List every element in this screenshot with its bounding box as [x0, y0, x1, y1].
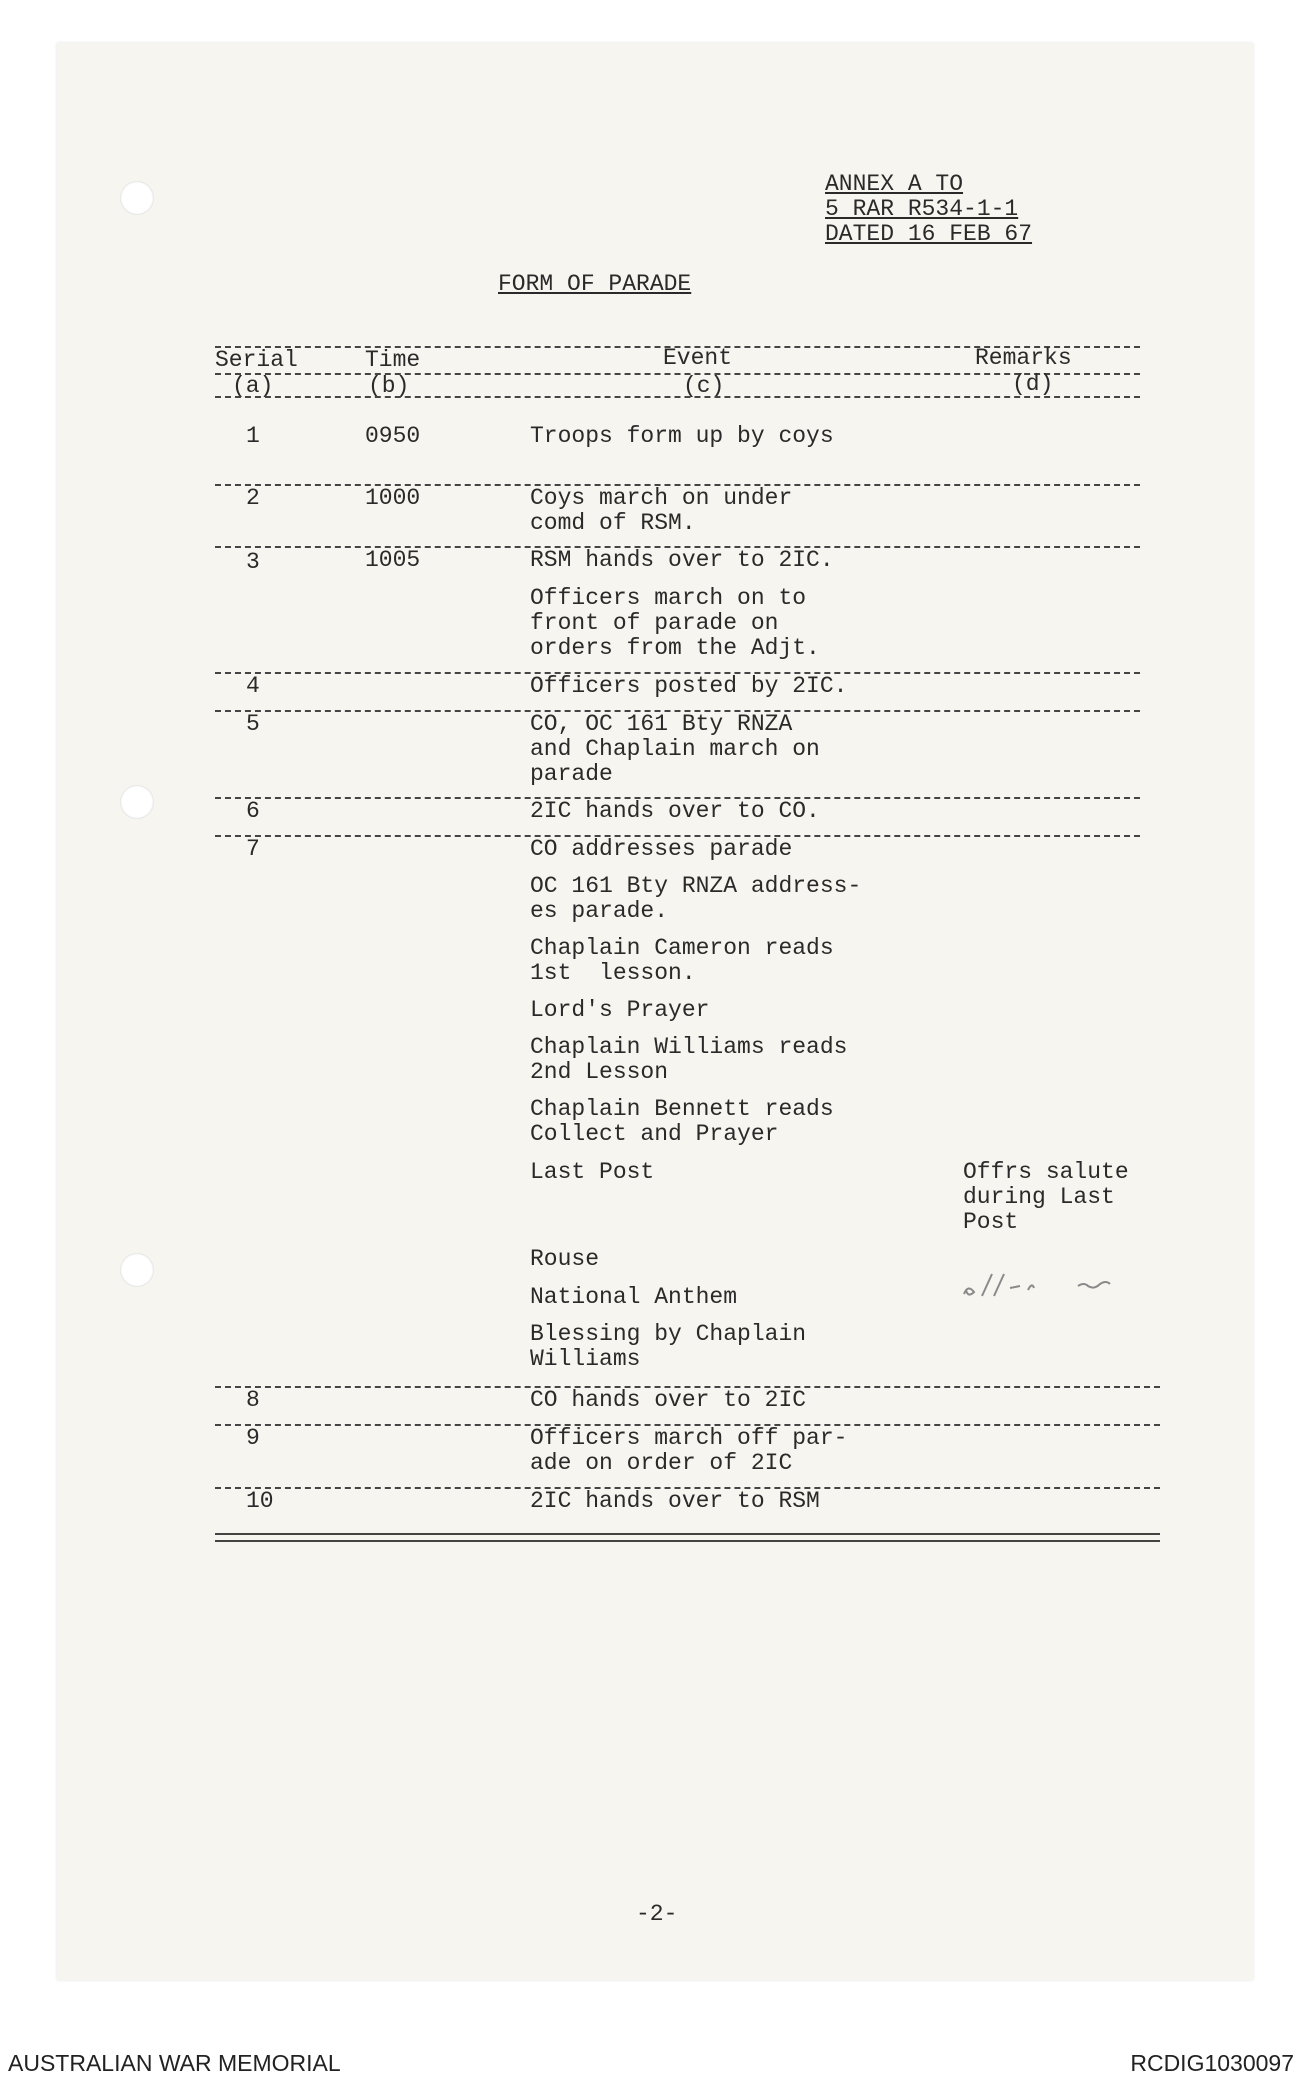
row-4-event: Officers posted by 2IC. — [530, 673, 848, 699]
handwritten-scribble — [958, 1268, 1158, 1310]
header-serial-sub: (a) — [232, 373, 274, 399]
footer-archive-name: AUSTRALIAN WAR MEMORIAL — [8, 2050, 341, 2076]
row-7-event-7: Last Post — [530, 1159, 655, 1185]
document-title: FORM OF PARADE — [498, 271, 692, 297]
row-2-event: Coys march on under comd of RSM. — [530, 485, 793, 536]
row-7-event-1: CO addresses parade — [530, 836, 793, 862]
row-7-event-9: National Anthem — [530, 1284, 738, 1310]
row-10-event: 2IC hands over to RSM — [530, 1488, 820, 1514]
header-rule-bottom — [215, 396, 1140, 398]
row-7-event-5: Chaplain Williams reads 2nd Lesson — [530, 1034, 848, 1085]
row-7-serial: 7 — [246, 836, 260, 862]
row-5-event: CO, OC 161 Bty RNZA and Chaplain march on parade — [530, 711, 820, 787]
punch-hole — [120, 785, 154, 819]
row-9-event: Officers march off par- ade on order of 2IC — [530, 1425, 848, 1476]
row-7-event-10: Blessing by Chaplain Williams — [530, 1321, 807, 1372]
row-7-event-4: Lord's Prayer — [530, 997, 710, 1023]
punch-hole — [120, 1253, 154, 1287]
header-event-sub: (c) — [683, 373, 725, 399]
row-7-event-2: OC 161 Bty RNZA address- es parade. — [530, 873, 862, 924]
header-remarks-sub: (d) — [1012, 371, 1054, 397]
row-3-serial: 3 — [246, 549, 260, 575]
row-8-serial: 8 — [246, 1387, 260, 1413]
header-time-sub: (b) — [368, 373, 410, 399]
row-2-serial: 2 — [246, 485, 260, 511]
row-1-event: Troops form up by coys — [530, 423, 834, 449]
row-1-time: 0950 — [365, 423, 421, 449]
header-event: Event — [663, 345, 733, 371]
row-4-serial: 4 — [246, 673, 260, 699]
row-8-event: CO hands over to 2IC — [530, 1387, 807, 1413]
annex-line-1: ANNEX A TO — [825, 171, 964, 197]
header-remarks: Remarks — [975, 345, 1072, 371]
row-7-remarks: Offrs salute during Last Post — [963, 1159, 1129, 1235]
footer-record-id: RCDIG1030097 — [1130, 2050, 1294, 2076]
row-10-serial: 10 — [246, 1488, 274, 1514]
row-6-serial: 6 — [246, 798, 260, 824]
header-rule-mid — [215, 373, 1140, 375]
row-5-serial: 5 — [246, 711, 260, 737]
row-7-event-6: Chaplain Bennett reads Collect and Prayer — [530, 1096, 834, 1147]
table-end-rule-bottom — [215, 1540, 1160, 1542]
row-6-event: 2IC hands over to CO. — [530, 798, 820, 824]
row-2-time: 1000 — [365, 485, 421, 511]
row-3-time: 1005 — [365, 547, 421, 573]
row-7-event-8: Rouse — [530, 1246, 600, 1272]
row-9-serial: 9 — [246, 1425, 260, 1451]
row-3-event-1: RSM hands over to 2IC. — [530, 547, 834, 573]
row-1-serial: 1 — [246, 423, 260, 449]
annex-line-3: DATED 16 FEB 67 — [825, 221, 1033, 247]
row-7-event-3: Chaplain Cameron reads 1st lesson. — [530, 935, 834, 986]
scribble-mark — [958, 1268, 1158, 1304]
annex-line-2: 5 RAR R534-1-1 — [825, 196, 1019, 222]
header-serial: Serial — [215, 347, 298, 373]
punch-hole — [120, 181, 154, 215]
page-number: -2- — [636, 1901, 678, 1927]
header-time: Time — [365, 347, 421, 373]
table-end-rule-top — [215, 1533, 1160, 1535]
row-3-event-2: Officers march on to front of parade on orders from the Adjt. — [530, 585, 820, 661]
